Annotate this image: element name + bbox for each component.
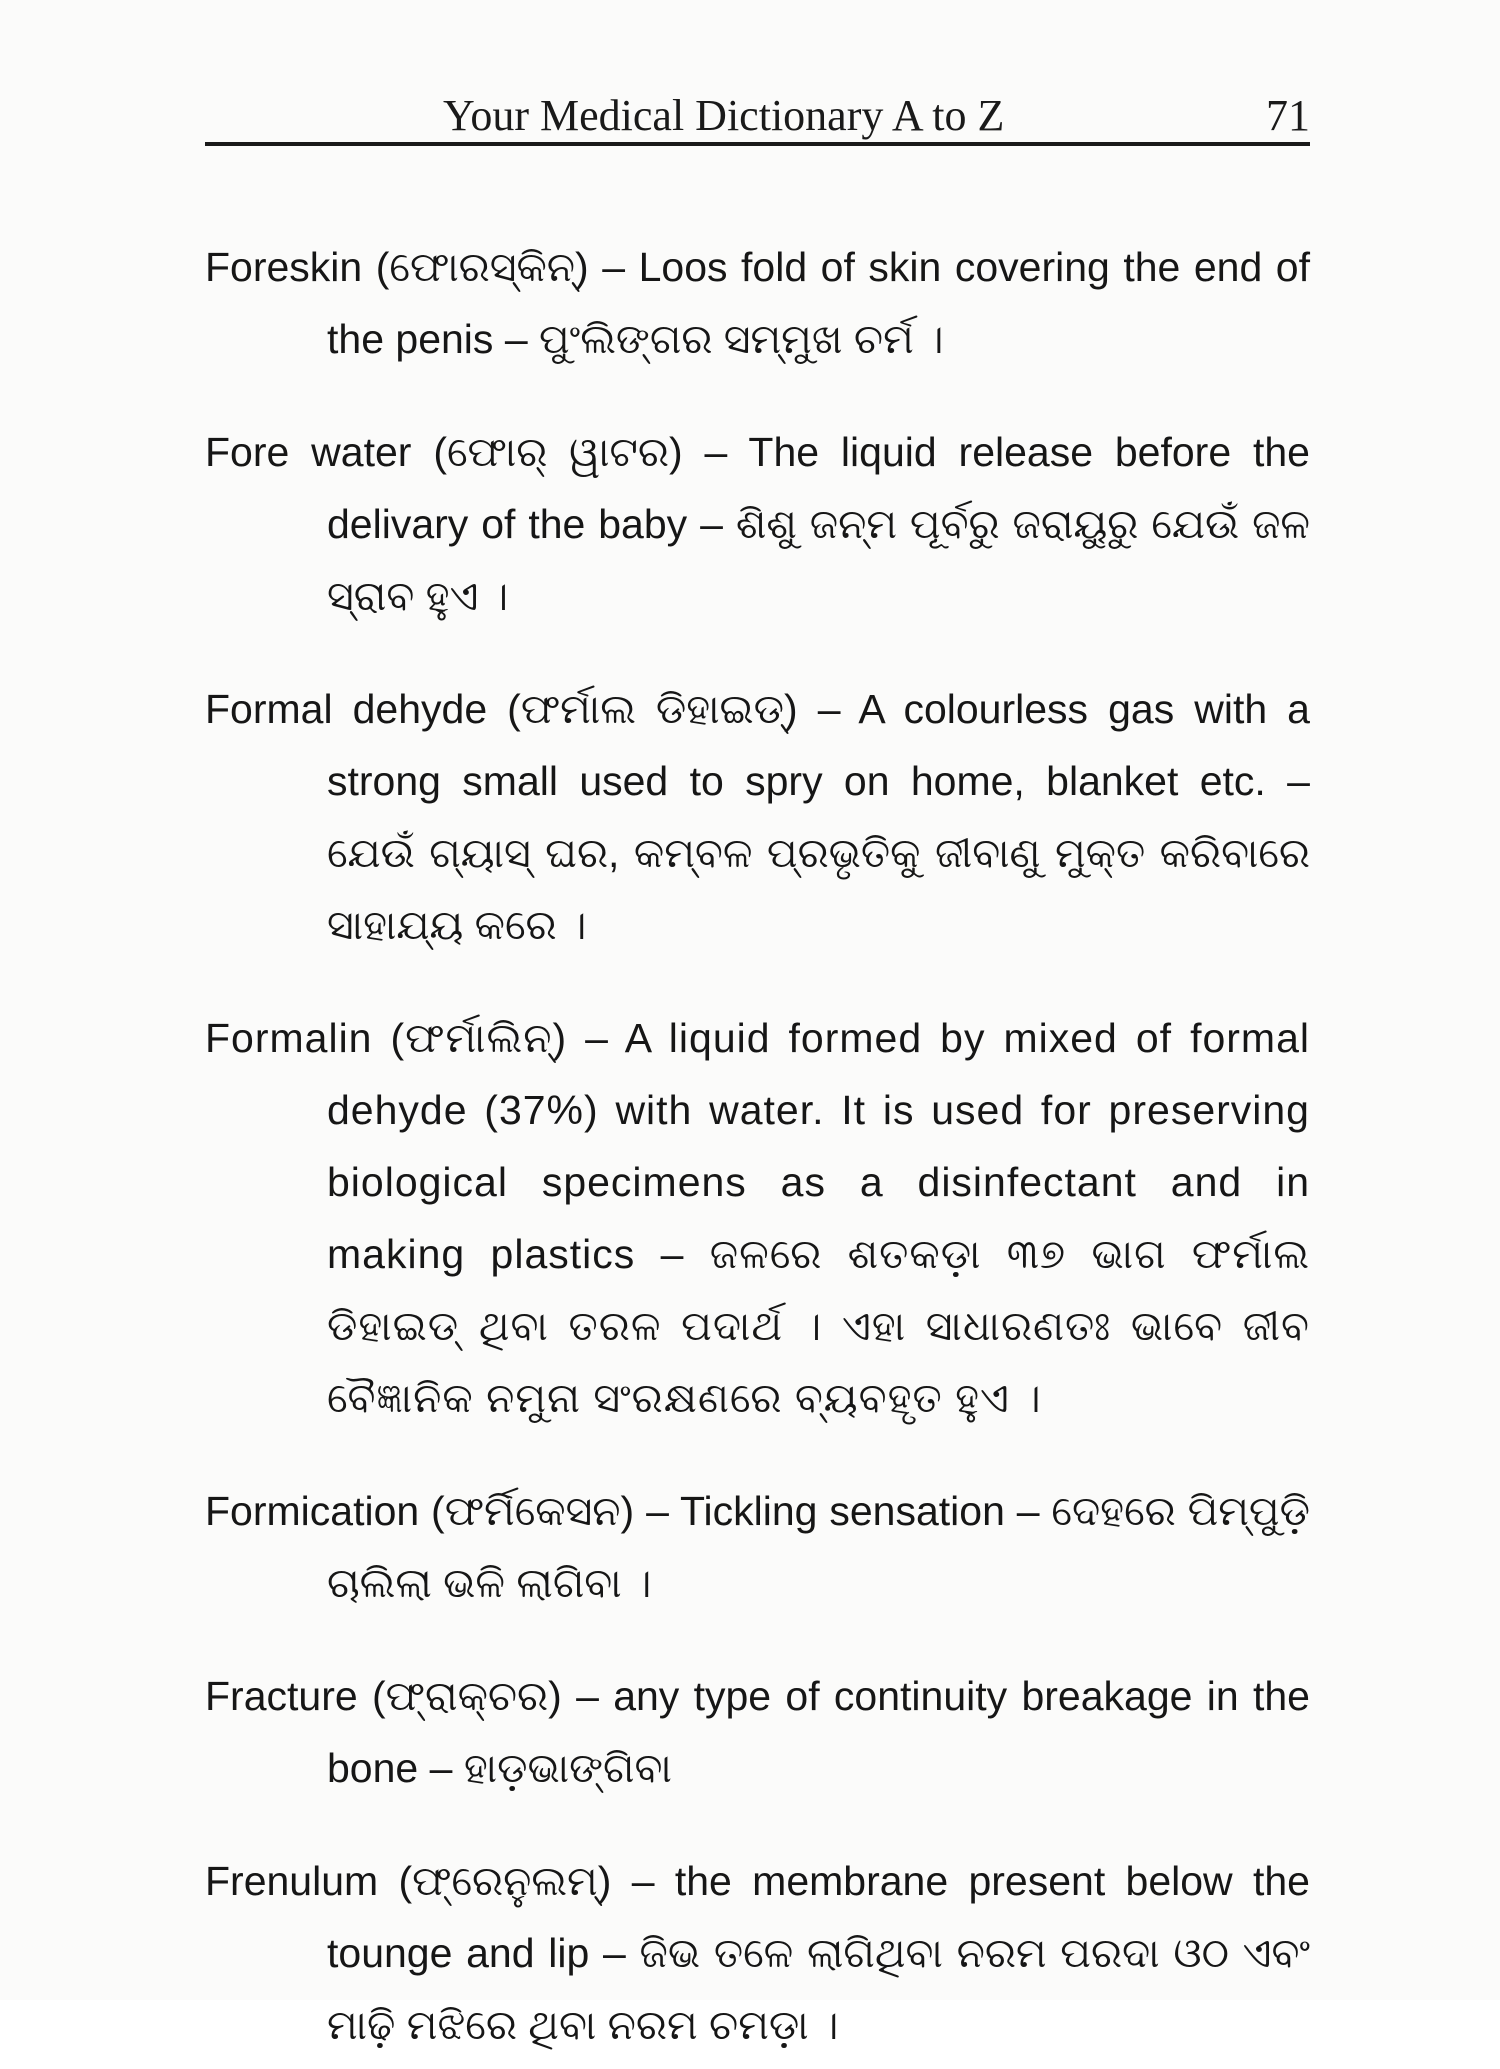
entry-list [205,190,1310,2069]
running-header [205,82,1310,142]
entry-formication [205,1475,1310,1619]
entry-term: Formalin [205,1015,373,1061]
entry-dash: – [576,1673,599,1719]
entry-odia-term: (ଫ୍ରାକ୍ଚର) [371,1673,562,1719]
entry-dash: – [817,686,841,732]
entry-dash: – [646,1488,669,1534]
entry-odia-term: (ଫର୍ମାଲିନ୍) [390,1015,568,1061]
entry-foreskin [205,231,1310,375]
entry-definition: Loos fold of skin covering the end of the penis [327,244,1310,362]
entry-odia-term: (ଫୋର୍ ୱାଟର) [433,429,683,475]
entry-frenulum [205,1845,1310,2061]
entry-term: Fracture [205,1673,358,1719]
entry-odia-term: (ଫ୍ରେନୁଲମ୍) [398,1858,612,1904]
entry-term: Formication [205,1488,420,1534]
entry-odia-term: (ଫୋରସ୍କିନ୍) [375,244,589,290]
entry-definition: the membrane present below the tounge and lip [327,1858,1310,1976]
entry-odia-meaning: – ହାଡ଼ଭାଙ୍ଗିବା [429,1745,672,1791]
entry-definition: The liquid release before the delivary of the baby [327,429,1310,547]
entry-term: Formal dehyde [205,686,488,732]
entry-definition: A colourless gas with a strong small used to spry on home, blanket etc. [327,686,1310,804]
entry-dash: – [585,1015,609,1061]
entry-formal-dehyde [205,673,1310,961]
entry-definition: Tickling sensation [680,1488,1005,1534]
header-rule [205,142,1310,146]
entry-definition: A liquid formed by mixed of formal dehyde (37%) with water. It is used for preserving biological specimens as a disinfectant and in making plastics [327,1015,1310,1277]
entry-dash: – [602,244,626,290]
book-title: Your Medical Dictionary A to Z [443,91,1005,140]
entry-odia-meaning: – ପୁଂଲିଙ୍ଗର ସମ୍ମୁଖ ଚର୍ମ । [504,316,944,362]
entry-definition: any type of continuity breakage in the bone [327,1673,1310,1791]
entry-odia-meaning: – ଜିଭ ତଳେ ଲାଗିଥିବା ନରମ ପରଦା ଓଠ ଏବଂ ମାଢ଼ି ମଝିରେ ଥିବା ନରମ ଚମଡ଼ା । [327,1930,1310,2048]
entry-term: Frenulum [205,1858,379,1904]
entry-odia-term: (ଫର୍ମିକେସନ) [431,1488,635,1534]
entry-fore-water [205,416,1310,632]
page-number: 71 [1266,91,1310,140]
entry-term: Foreskin [205,244,363,290]
entry-odia-meaning: – ଶିଶୁ ଜନ୍ମ ପୂର୍ବରୁ ଜରାୟୁରୁ ଯେଉଁ ଜଳ ସ୍ରାବ ହୁଏ । [327,501,1310,619]
entry-odia-meaning: – ଦେହରେ ପିମ୍ପୁଡ଼ି ଚାଲିଲା ଭଳି ଲାଗିବା । [327,1488,1310,1606]
entry-odia-term: (ଫର୍ମାଲ ଡିହାଇଡ୍) [507,686,798,732]
entry-fracture [205,1660,1310,1804]
entry-term: Fore water [205,429,412,475]
entry-dash: – [631,1858,655,1904]
entry-dash: – [704,429,728,475]
entry-formalin [205,1002,1310,1434]
entry-odia-meaning: – ଯେଉଁ ଗ୍ୟାସ୍ ଘର, କମ୍ବଳ ପ୍ରଭୃତିକୁ ଜୀବାଣୁ ମୁକ୍ତ କରିବାରେ ସାହାଯ୍ୟ କରେ । [327,758,1310,948]
entry-odia-meaning: – ଜଳରେ ଶତକଡ଼ା ୩୭ ଭାଗ ଫର୍ମାଲ ଡିହାଇଡ୍ ଥିବା ତରଳ ପଦାର୍ଥ । ଏହା ସାଧାରଣତଃ ଭାବେ ଜୀବ ବୈଜ୍ଞାନିକ ନମୁନା ସଂରକ୍ଷଣରେ ବ୍ୟବହୃତ ହୁଏ । [327,1231,1310,1421]
